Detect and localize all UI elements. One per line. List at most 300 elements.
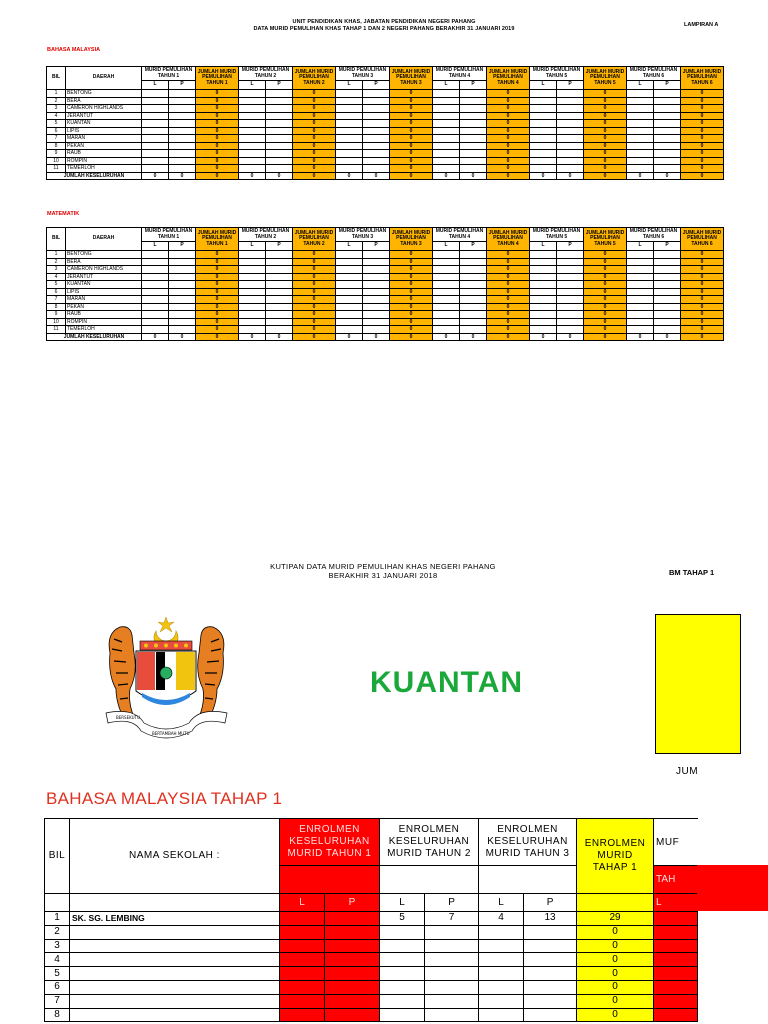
district-row xyxy=(47,258,724,266)
cell-p xyxy=(557,97,584,105)
cell-p xyxy=(557,105,584,113)
school-t2-l xyxy=(380,1008,425,1022)
cell-l xyxy=(336,127,363,135)
cell-l xyxy=(239,281,266,289)
cell-jumlah: 0 xyxy=(584,281,627,289)
row-bil: 8 xyxy=(47,303,66,311)
cell-p xyxy=(460,251,487,259)
cell-jumlah: 0 xyxy=(584,97,627,105)
cell-p xyxy=(266,165,293,173)
cell-p xyxy=(557,165,584,173)
col-p-header: P xyxy=(169,81,196,90)
district-row xyxy=(47,120,724,128)
row-daerah: ROMPIN xyxy=(66,157,142,165)
cell-l xyxy=(239,135,266,143)
col-jumlah-tahun-header: JUMLAH MURID PEMULIHAN TAHUN 1 xyxy=(196,67,239,90)
school-row xyxy=(45,980,698,994)
detail-title: BAHASA MALAYSIA TAHAP 1 xyxy=(46,789,283,808)
cell-l xyxy=(627,281,654,289)
cell-p xyxy=(266,266,293,274)
cell-l xyxy=(336,326,363,334)
row-bil: 2 xyxy=(47,97,66,105)
cell-l xyxy=(239,142,266,150)
col-jumlah-tahun-header: JUMLAH MURID PEMULIHAN TAHUN 4 xyxy=(487,228,530,251)
total-jumlah: 0 xyxy=(390,172,433,180)
cell-l xyxy=(336,112,363,120)
cell-p xyxy=(363,112,390,120)
school-t2-p xyxy=(425,980,479,994)
cell-p xyxy=(654,127,681,135)
cell-l xyxy=(336,157,363,165)
school-bil: 4 xyxy=(45,953,70,967)
col-p-header: P xyxy=(266,242,293,251)
crest-motto-left: BERSEKUTU xyxy=(116,715,140,720)
col-l-header: L xyxy=(142,81,169,90)
cell-jumlah: 0 xyxy=(293,296,336,304)
col-l-header: L xyxy=(239,81,266,90)
cell-jumlah: 0 xyxy=(584,318,627,326)
school-row xyxy=(45,953,698,967)
col-p-header: P xyxy=(557,242,584,251)
cell-l xyxy=(142,266,169,274)
cell-jumlah: 0 xyxy=(390,105,433,113)
school-t1-l xyxy=(280,967,325,981)
col-l-header: L xyxy=(530,242,557,251)
cell-p xyxy=(654,318,681,326)
cell-l xyxy=(530,318,557,326)
school-t1-p xyxy=(325,953,380,967)
district-row xyxy=(47,150,724,158)
cell-l xyxy=(627,318,654,326)
school-t3-p xyxy=(524,994,577,1008)
district-row xyxy=(47,288,724,296)
cell-l xyxy=(239,273,266,281)
row-daerah: TEMERLOH xyxy=(66,326,142,334)
cell-p xyxy=(654,135,681,143)
row-daerah: LIPIS xyxy=(66,127,142,135)
district-row xyxy=(47,127,724,135)
col-daerah-header: DAERAH xyxy=(66,228,142,251)
cell-l xyxy=(142,303,169,311)
cell-jumlah: 0 xyxy=(487,296,530,304)
school-t3-l xyxy=(479,980,524,994)
cell-jumlah: 0 xyxy=(196,165,239,173)
cell-l xyxy=(336,120,363,128)
cell-jumlah: 0 xyxy=(390,157,433,165)
cell-l xyxy=(142,90,169,98)
jum-label: JUM xyxy=(676,766,699,777)
total-l: 0 xyxy=(627,172,654,180)
col-t1-l: L xyxy=(280,894,325,912)
cell-jumlah: 0 xyxy=(681,105,724,113)
cell-jumlah: 0 xyxy=(681,150,724,158)
cell-jumlah: 0 xyxy=(196,97,239,105)
total-jumlah: 0 xyxy=(196,172,239,180)
cell-jumlah: 0 xyxy=(584,150,627,158)
cell-l xyxy=(627,97,654,105)
cell-l xyxy=(433,142,460,150)
cell-l xyxy=(627,157,654,165)
school-t2-p xyxy=(425,925,479,939)
cell-p xyxy=(557,112,584,120)
cell-l xyxy=(142,120,169,128)
total-p: 0 xyxy=(266,172,293,180)
cell-l xyxy=(433,288,460,296)
col-l-header: L xyxy=(433,81,460,90)
cell-l xyxy=(627,150,654,158)
cell-l xyxy=(433,150,460,158)
cell-l xyxy=(433,326,460,334)
cell-l xyxy=(239,296,266,304)
cell-l xyxy=(336,251,363,259)
col-murid-tahun-header: MURID PEMULIHAN TAHUN 3 xyxy=(336,67,390,81)
cell-jumlah: 0 xyxy=(681,97,724,105)
row-bil: 11 xyxy=(47,165,66,173)
cell-l xyxy=(239,311,266,319)
school-row xyxy=(45,967,698,981)
cell-p xyxy=(557,303,584,311)
cell-p xyxy=(460,120,487,128)
cell-jumlah: 0 xyxy=(293,266,336,274)
cell-jumlah: 0 xyxy=(487,165,530,173)
cell-p xyxy=(169,105,196,113)
district-row xyxy=(47,326,724,334)
cell-l xyxy=(433,266,460,274)
cell-l xyxy=(142,135,169,143)
cell-p xyxy=(557,157,584,165)
cell-p xyxy=(169,288,196,296)
cell-p xyxy=(654,150,681,158)
cell-p xyxy=(654,288,681,296)
school-t1-p xyxy=(325,967,380,981)
row-bil: 11 xyxy=(47,326,66,334)
cell-l xyxy=(239,112,266,120)
school-t2-l xyxy=(380,939,425,953)
cell-p xyxy=(169,150,196,158)
cell-l xyxy=(142,112,169,120)
school-name xyxy=(70,939,280,953)
col-murid-tahun-header: MURID PEMULIHAN TAHUN 4 xyxy=(433,228,487,242)
school-t2-l xyxy=(380,980,425,994)
row-daerah: BERA xyxy=(66,97,142,105)
cell-l xyxy=(239,90,266,98)
cell-p xyxy=(169,318,196,326)
cell-p xyxy=(266,127,293,135)
col-murid-tahun-header: MURID PEMULIHAN TAHUN 6 xyxy=(627,228,681,242)
cell-jumlah: 0 xyxy=(196,112,239,120)
cell-l xyxy=(336,97,363,105)
col-murid-tahun-header: MURID PEMULIHAN TAHUN 1 xyxy=(142,67,196,81)
cell-jumlah: 0 xyxy=(487,157,530,165)
cell-l xyxy=(336,105,363,113)
cell-p xyxy=(460,273,487,281)
cell-jumlah: 0 xyxy=(487,150,530,158)
cell-jumlah: 0 xyxy=(584,157,627,165)
row-bil: 8 xyxy=(47,142,66,150)
cell-l xyxy=(336,258,363,266)
total-p: 0 xyxy=(460,333,487,341)
report-header-line2: DATA MURID PEMULIHAN KHAS TAHAP 1 DAN 2 NEGERI PAHANG BERAKHIR 31 JANUARI 2019 xyxy=(253,26,515,32)
cell-l xyxy=(142,251,169,259)
cell-jumlah: 0 xyxy=(584,120,627,128)
cell-jumlah: 0 xyxy=(487,303,530,311)
cell-l xyxy=(239,318,266,326)
cell-p xyxy=(169,97,196,105)
cell-p xyxy=(266,258,293,266)
cell-jumlah: 0 xyxy=(487,311,530,319)
cell-l xyxy=(142,97,169,105)
district-row xyxy=(47,157,724,165)
cell-l xyxy=(142,105,169,113)
summary-table-bm xyxy=(46,66,724,180)
total-jumlah: 0 xyxy=(584,333,627,341)
cell-l xyxy=(336,150,363,158)
school-t2-p: 7 xyxy=(425,912,479,926)
school-row xyxy=(45,994,698,1008)
cell-p xyxy=(654,90,681,98)
row-daerah: MARAN xyxy=(66,135,142,143)
cell-jumlah: 0 xyxy=(681,258,724,266)
cell-l xyxy=(627,258,654,266)
cell-l xyxy=(142,165,169,173)
cell-jumlah: 0 xyxy=(196,311,239,319)
row-daerah: RAUB xyxy=(66,150,142,158)
total-l: 0 xyxy=(433,333,460,341)
total-highlight-box xyxy=(655,614,741,754)
district-row xyxy=(47,273,724,281)
cell-l xyxy=(336,318,363,326)
cell-p xyxy=(363,150,390,158)
cell-l xyxy=(530,150,557,158)
cell-p xyxy=(557,90,584,98)
row-bil: 3 xyxy=(47,105,66,113)
col-jumlah-tahun-header: JUMLAH MURID PEMULIHAN TAHUN 5 xyxy=(584,67,627,90)
school-enrolmen-tahap1: 0 xyxy=(577,994,654,1008)
col-p-header: P xyxy=(654,242,681,251)
report-header-line1: UNIT PENDIDIKAN KHAS, JABATAN PENDIDIKAN NEGERI PAHANG xyxy=(292,19,476,25)
cell-jumlah: 0 xyxy=(293,90,336,98)
cell-jumlah: 0 xyxy=(390,112,433,120)
cell-p xyxy=(460,142,487,150)
row-daerah: BENTONG xyxy=(66,90,142,98)
cell-l xyxy=(627,311,654,319)
cell-l xyxy=(530,266,557,274)
cell-jumlah: 0 xyxy=(196,251,239,259)
school-t3-l xyxy=(479,994,524,1008)
col-murid-header: MUF xyxy=(654,819,698,866)
cell-l xyxy=(530,157,557,165)
cell-p xyxy=(169,266,196,274)
cell-p xyxy=(654,303,681,311)
cell-l xyxy=(142,296,169,304)
cell-l xyxy=(530,90,557,98)
col-nama-sekolah-header: NAMA SEKOLAH : xyxy=(70,819,280,894)
cell-p xyxy=(654,157,681,165)
cell-jumlah: 0 xyxy=(584,112,627,120)
cell-jumlah: 0 xyxy=(681,303,724,311)
cell-p xyxy=(169,296,196,304)
school-name: SK. SG. LEMBING xyxy=(70,912,280,926)
school-murid-l xyxy=(654,912,698,926)
cell-jumlah: 0 xyxy=(293,112,336,120)
cell-p xyxy=(363,127,390,135)
kutipan-line1: KUTIPAN DATA MURID PEMULIHAN KHAS NEGERI PAHANG xyxy=(270,562,496,571)
total-p: 0 xyxy=(460,172,487,180)
cell-p xyxy=(557,266,584,274)
school-t2-p xyxy=(425,939,479,953)
school-t3-p: 13 xyxy=(524,912,577,926)
cell-l xyxy=(433,311,460,319)
cell-p xyxy=(266,288,293,296)
cell-jumlah: 0 xyxy=(681,127,724,135)
cell-p xyxy=(654,97,681,105)
col-p-header: P xyxy=(654,81,681,90)
crest-icon xyxy=(104,613,229,743)
school-murid-l xyxy=(654,980,698,994)
col-murid-tahun-header: MURID PEMULIHAN TAHUN 3 xyxy=(336,228,390,242)
row-bil: 5 xyxy=(47,281,66,289)
cell-p xyxy=(363,266,390,274)
cell-l xyxy=(433,281,460,289)
cell-p xyxy=(169,165,196,173)
col-jumlah-tahun-header: JUMLAH MURID PEMULIHAN TAHUN 2 xyxy=(293,67,336,90)
bm-tahap-tag: BM TAHAP 1 xyxy=(669,568,715,577)
cell-jumlah: 0 xyxy=(196,266,239,274)
cell-l xyxy=(433,135,460,143)
school-enrolmen-tahap1: 29 xyxy=(577,912,654,926)
cell-p xyxy=(169,251,196,259)
total-jumlah: 0 xyxy=(681,333,724,341)
school-t1-l xyxy=(280,953,325,967)
school-t2-l xyxy=(380,925,425,939)
row-daerah: CAMERON HIGHLANDS xyxy=(66,266,142,274)
cell-jumlah: 0 xyxy=(487,120,530,128)
cell-jumlah: 0 xyxy=(681,135,724,143)
cell-l xyxy=(336,135,363,143)
school-t1-l xyxy=(280,912,325,926)
cell-jumlah: 0 xyxy=(293,105,336,113)
district-row xyxy=(47,281,724,289)
cell-p xyxy=(363,135,390,143)
cell-l xyxy=(239,165,266,173)
cell-p xyxy=(557,296,584,304)
cell-p xyxy=(654,326,681,334)
cell-p xyxy=(460,288,487,296)
total-l: 0 xyxy=(433,172,460,180)
cell-jumlah: 0 xyxy=(487,135,530,143)
cell-jumlah: 0 xyxy=(681,90,724,98)
cell-jumlah: 0 xyxy=(390,273,433,281)
cell-jumlah: 0 xyxy=(584,266,627,274)
cell-jumlah: 0 xyxy=(293,326,336,334)
school-t3-l xyxy=(479,925,524,939)
cell-l xyxy=(530,281,557,289)
cell-p xyxy=(363,318,390,326)
total-l: 0 xyxy=(530,172,557,180)
total-jumlah: 0 xyxy=(196,333,239,341)
row-bil: 9 xyxy=(47,150,66,158)
col-enrolmen-t3-header: ENROLMEN KESELURUHAN MURID TAHUN 3 xyxy=(479,819,577,866)
cell-p xyxy=(557,318,584,326)
cell-jumlah: 0 xyxy=(196,127,239,135)
cell-l xyxy=(239,120,266,128)
cell-p xyxy=(654,258,681,266)
cell-l xyxy=(433,273,460,281)
cell-jumlah: 0 xyxy=(390,296,433,304)
cell-p xyxy=(460,266,487,274)
col-t2-l: L xyxy=(380,894,425,912)
cell-jumlah: 0 xyxy=(681,296,724,304)
cell-l xyxy=(530,311,557,319)
cell-l xyxy=(530,105,557,113)
cell-jumlah: 0 xyxy=(390,318,433,326)
cell-l xyxy=(627,251,654,259)
cell-jumlah: 0 xyxy=(584,273,627,281)
school-t1-p xyxy=(325,980,380,994)
cell-p xyxy=(654,281,681,289)
cell-p xyxy=(169,281,196,289)
district-row xyxy=(47,97,724,105)
school-t1-p xyxy=(325,925,380,939)
cell-l xyxy=(142,326,169,334)
school-bil: 2 xyxy=(45,925,70,939)
col-l-header: L xyxy=(530,81,557,90)
cell-l xyxy=(239,326,266,334)
cell-jumlah: 0 xyxy=(196,273,239,281)
cell-p xyxy=(363,258,390,266)
row-bil: 2 xyxy=(47,258,66,266)
school-bil: 5 xyxy=(45,967,70,981)
cell-p xyxy=(557,127,584,135)
cell-p xyxy=(169,326,196,334)
cell-jumlah: 0 xyxy=(681,165,724,173)
school-row xyxy=(45,925,698,939)
cell-l xyxy=(336,303,363,311)
district-row xyxy=(47,318,724,326)
school-row xyxy=(45,1008,698,1022)
row-bil: 9 xyxy=(47,311,66,319)
school-t2-p xyxy=(425,953,479,967)
col-murid-tahun-header: MURID PEMULIHAN TAHUN 5 xyxy=(530,228,584,242)
cell-p xyxy=(460,157,487,165)
cell-p xyxy=(557,142,584,150)
cell-jumlah: 0 xyxy=(196,120,239,128)
cell-jumlah: 0 xyxy=(293,165,336,173)
cell-l xyxy=(239,157,266,165)
cell-l xyxy=(530,303,557,311)
cell-jumlah: 0 xyxy=(681,142,724,150)
cell-p xyxy=(266,135,293,143)
col-murid-tahun-header: MURID PEMULIHAN TAHUN 2 xyxy=(239,228,293,242)
cell-jumlah: 0 xyxy=(681,326,724,334)
cell-p xyxy=(654,120,681,128)
col-p-header: P xyxy=(557,81,584,90)
cell-l xyxy=(336,266,363,274)
total-p: 0 xyxy=(557,333,584,341)
col-l-header: L xyxy=(336,242,363,251)
cell-l xyxy=(239,97,266,105)
school-enrolmen-tahap1: 0 xyxy=(577,980,654,994)
total-jumlah: 0 xyxy=(487,333,530,341)
school-bil: 3 xyxy=(45,939,70,953)
cell-p xyxy=(266,318,293,326)
cell-l xyxy=(336,142,363,150)
district-row xyxy=(47,135,724,143)
cell-l xyxy=(627,142,654,150)
district-row xyxy=(47,311,724,319)
cell-p xyxy=(266,273,293,281)
total-row xyxy=(47,172,724,180)
